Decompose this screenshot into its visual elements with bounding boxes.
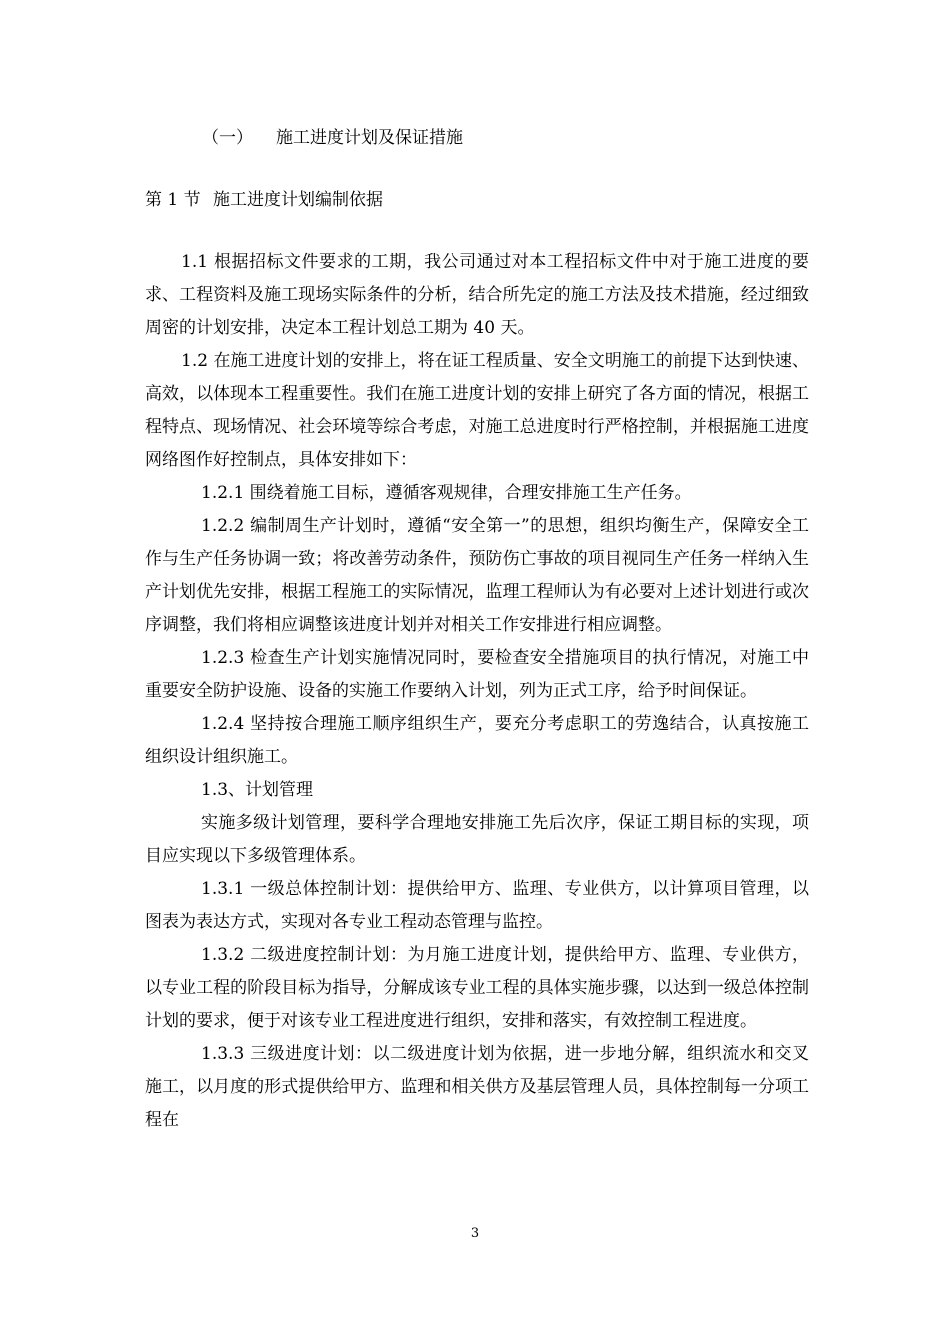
paragraph-1-3-heading: 1.3、计划管理 <box>201 780 314 800</box>
chapter-title: 施工进度计划及保证措施 <box>276 128 463 148</box>
paragraph-1-3-1: 1.3.1 一级总体控制计划：提供给甲方、监理、专业供方，以计算项目管理，以图表为表达方式，实现对各专业工程动态管理与监控。 <box>145 879 809 932</box>
paragraph-1-3-intro: 实施多级计划管理，要科学合理地安排施工先后次序，保证工期目标的实现，项目应实现以下多级管理体系。 <box>145 813 809 866</box>
paragraph-1-2: 1.2 在施工进度计划的安排上，将在证工程质量、安全文明施工的前提下达到快速、高效，以体现本工程重要性。我们在施工进度计划的安排上研究了各方面的情况，根据工程特点、现场情况、社会环境等综合考虑，对施工总进度时行严格控制，并根据施工进度网络图作好控制点，具体安排如下： <box>145 351 809 470</box>
chapter-heading <box>202 124 463 152</box>
paragraph-1-3-2: 1.3.2 二级进度控制计划：为月施工进度计划，提供给甲方、监理、专业供方，以专业工程的阶段目标为指导，分解成该专业工程的具体实施步骤，以达到一级总体控制计划的要求，便于对该专业工程进度进行组织，安排和落实，有效控制工程进度。 <box>145 945 809 1031</box>
document-body <box>145 246 809 1137</box>
paragraph-1-2-1: 1.2.1 围绕着施工目标，遵循客观规律，合理安排施工生产任务。 <box>201 483 692 503</box>
paragraph-1-2-4: 1.2.4 坚持按合理施工顺序组织生产，要充分考虑职工的劳逸结合，认真按施工组织设计组织施工。 <box>145 714 809 767</box>
paragraph-1-3-3: 1.3.3 三级进度计划：以二级进度计划为依据，进一步地分解，组织流水和交叉施工，以月度的形式提供给甲方、监理和相关供方及基层管理人员，具体控制每一分项工程在 <box>145 1044 809 1130</box>
paragraph-1-1: 1.1 根据招标文件要求的工期，我公司通过对本工程招标文件中对于施工进度的要求、工程资料及施工现场实际条件的分析，结合所先定的施工方法及技术措施，经过细致周密的计划安排，决定本工程计划总工期为 40 天。 <box>145 252 809 338</box>
paragraph-1-2-2: 1.2.2 编制周生产计划时，遵循“安全第一”的思想，组织均衡生产，保障安全工作与生产任务协调一致；将改善劳动条件，预防伤亡事故的项目视同生产任务一样纳入生产计划优先安排，根据工程施工的实际情况，监理工程师认为有必要对上述计划进行或次序调整，我们将相应调整该进度计划并对相关工作安排进行相应调整。 <box>145 516 809 635</box>
chapter-number: （一） <box>202 128 253 148</box>
paragraph-1-2-3: 1.2.3 检查生产计划实施情况同时，要检查安全措施项目的执行情况，对施工中重要安全防护设施、设备的实施工作要纳入计划，列为正式工序，给予时间保证。 <box>145 648 809 701</box>
section-heading <box>145 186 383 214</box>
page-number: 3 <box>470 1226 480 1241</box>
section-title: 施工进度计划编制依据 <box>213 190 383 210</box>
section-number: 第 1 节 <box>145 190 201 210</box>
